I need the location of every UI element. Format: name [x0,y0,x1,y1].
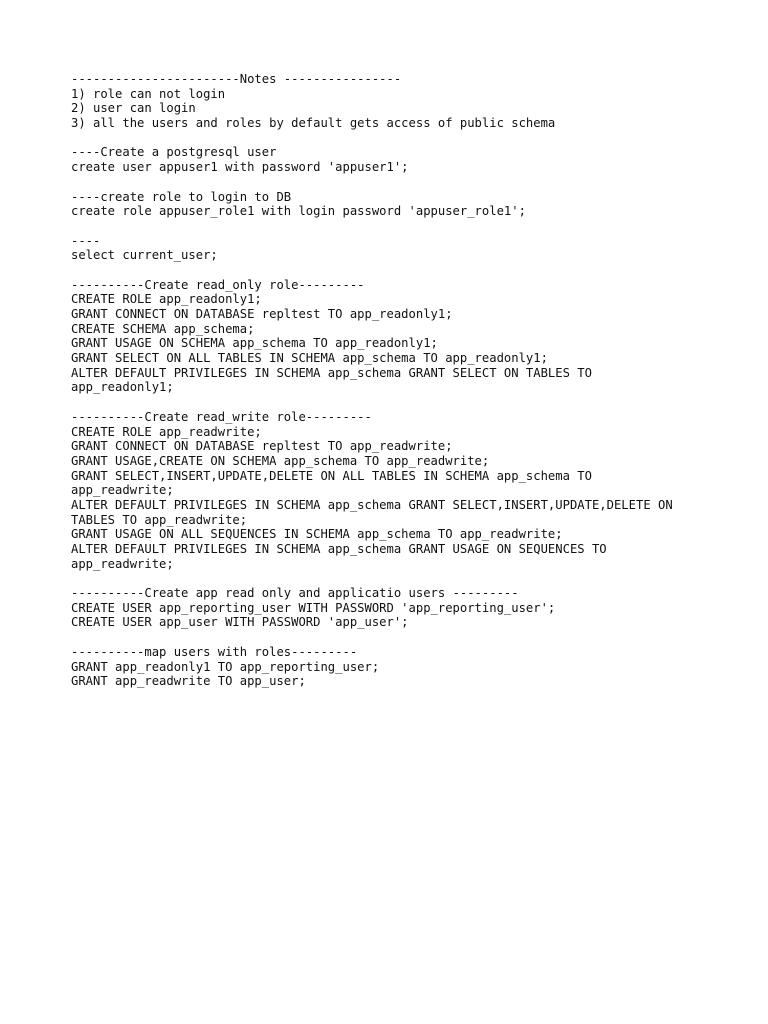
text-line: 3) all the users and roles by default gets access of public schema [71,116,556,131]
text-line: CREATE ROLE app_readwrite; [71,424,262,439]
blank-line [71,175,711,190]
blank-line [71,395,711,410]
text-line: app_readwrite; [71,483,174,498]
text-line: GRANT CONNECT ON DATABASE repltest TO app_readwrite; [71,439,453,454]
blank-line [71,571,711,586]
text-line: ----------Create read_write role--------- [71,409,372,424]
blank-line [71,263,711,278]
text-line: app_readonly1; [71,380,174,395]
text-line: GRANT USAGE ON ALL SEQUENCES IN SCHEMA app_schema TO app_readwrite; [71,527,563,542]
text-line: GRANT SELECT ON ALL TABLES IN SCHEMA app_schema TO app_readonly1; [71,351,548,366]
text-line: CREATE USER app_user WITH PASSWORD 'app_user'; [71,615,409,630]
text-line: GRANT USAGE ON SCHEMA app_schema TO app_readonly1; [71,336,438,351]
text-line: GRANT app_readwrite TO app_user; [71,674,306,689]
blank-line [71,219,711,234]
text-line: ALTER DEFAULT PRIVILEGES IN SCHEMA app_schema GRANT SELECT,INSERT,UPDATE,DELETE ON [71,497,673,512]
text-line: ---- [71,233,101,248]
text-line: GRANT CONNECT ON DATABASE repltest TO app_readonly1; [71,307,453,321]
text-line: ----create role to login to DB [71,189,292,204]
text-line: ----------Create app read only and applicatio users --------- [71,586,519,601]
text-line: TABLES TO app_readwrite; [71,512,248,527]
text-line: GRANT SELECT,INSERT,UPDATE,DELETE ON ALL TABLES IN SCHEMA app_schema TO [71,468,592,483]
sql-notes-text [71,72,711,689]
text-line: CREATE USER app_reporting_user WITH PASSWORD 'app_reporting_user'; [71,600,556,615]
text-line: GRANT USAGE,CREATE ON SCHEMA app_schema TO app_readwrite; [71,453,490,468]
text-line: CREATE ROLE app_readonly1; [71,292,262,307]
text-line: 1) role can not login [71,86,226,101]
text-line: select current_user; [71,248,218,263]
blank-line [71,630,711,645]
text-line: ALTER DEFAULT PRIVILEGES IN SCHEMA app_schema GRANT SELECT ON TABLES TO [71,365,592,380]
blank-line [71,131,711,146]
text-line: ----Create a postgresql user [71,145,277,160]
text-line: ALTER DEFAULT PRIVILEGES IN SCHEMA app_schema GRANT USAGE ON SEQUENCES TO [71,542,607,556]
text-line: ----------Create read_only role--------- [71,277,365,292]
text-line: GRANT app_readonly1 TO app_reporting_user; [71,659,380,674]
text-line: ----------map users with roles--------- [71,644,358,659]
text-line: CREATE SCHEMA app_schema; [71,321,255,336]
text-line: create user appuser1 with password 'appuser1'; [71,160,409,175]
text-line: -----------------------Notes ---------------- [71,72,402,86]
text-line: create role appuser_role1 with login password 'appuser_role1'; [71,204,526,219]
text-line: 2) user can login [71,101,196,116]
text-line: app_readwrite; [71,556,174,571]
